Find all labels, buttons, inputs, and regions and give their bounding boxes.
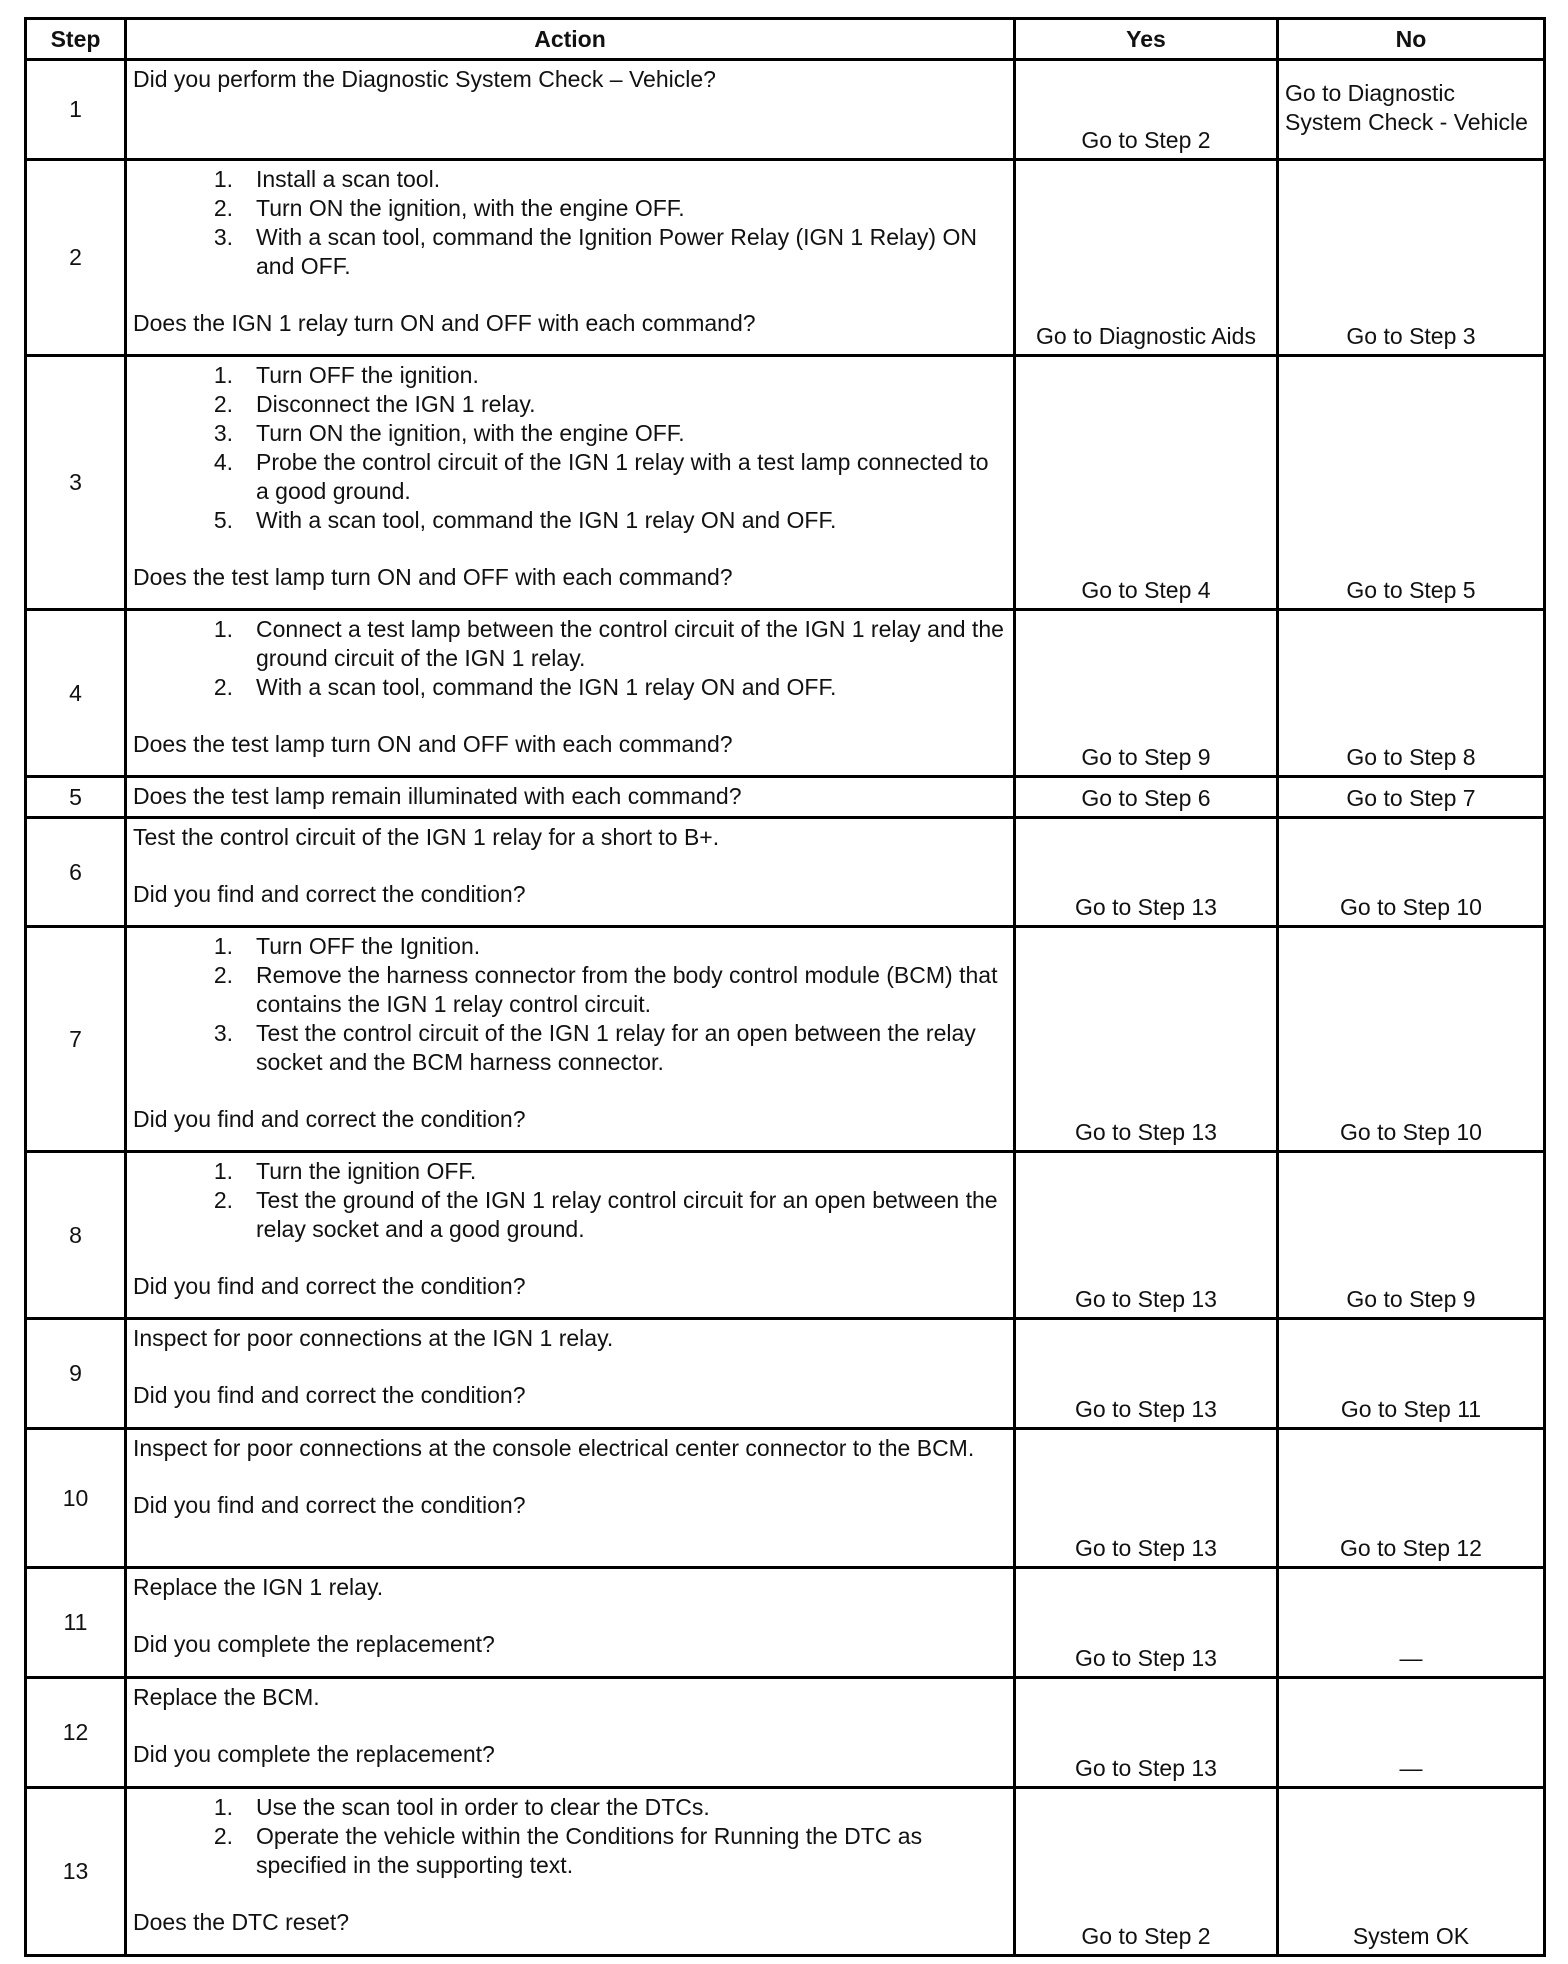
yes-cell: Go to Step 2 <box>1015 60 1278 160</box>
action-question: Does the test lamp turn ON and OFF with each command? <box>133 731 733 757</box>
header-no: No <box>1278 19 1545 60</box>
table-row <box>26 1152 1545 1319</box>
table-row <box>26 1429 1545 1568</box>
table-row <box>26 1319 1545 1429</box>
list-item: 2. Disconnect the IGN 1 relay. <box>213 391 536 417</box>
instruction-list <box>133 165 1007 281</box>
table-row <box>26 610 1545 777</box>
no-cell: Go to Step 3 <box>1278 160 1545 356</box>
action-text: Test the control circuit of the IGN 1 relay for a short to B+. <box>133 824 720 850</box>
yes-cell: Go to Step 13 <box>1015 1568 1278 1678</box>
yes-cell: Go to Diagnostic Aids <box>1015 160 1278 356</box>
action-text: Did you perform the Diagnostic System Check – Vehicle? <box>133 66 716 92</box>
list-item: 1. Use the scan tool in order to clear the DTCs. <box>213 1794 710 1820</box>
no-cell: Go to Diagnostic System Check - Vehicle <box>1278 60 1545 160</box>
step-number: 10 <box>26 1429 126 1568</box>
no-cell: Go to Step 8 <box>1278 610 1545 777</box>
action-question: Does the DTC reset? <box>133 1909 350 1935</box>
action-cell <box>126 1319 1015 1429</box>
instruction-list <box>133 932 1007 1077</box>
action-cell <box>126 60 1015 160</box>
list-item: 2. Remove the harness connector from the body control module (BCM) that contains the IGN 1 relay control circuit. <box>213 962 998 1017</box>
step-number: 5 <box>26 777 126 818</box>
step-number: 13 <box>26 1788 126 1956</box>
yes-cell: Go to Step 2 <box>1015 1788 1278 1956</box>
step-number: 8 <box>26 1152 126 1319</box>
yes-cell: Go to Step 13 <box>1015 818 1278 927</box>
list-item: 2. Turn ON the ignition, with the engine OFF. <box>213 195 685 221</box>
list-item: 1. Install a scan tool. <box>213 166 441 192</box>
list-item: 3. Test the control circuit of the IGN 1 relay for an open between the relay socket and the BCM harness connector. <box>213 1020 976 1075</box>
yes-cell: Go to Step 13 <box>1015 1152 1278 1319</box>
header-step: Step <box>26 19 126 60</box>
action-question: Did you find and correct the condition? <box>133 1492 526 1518</box>
no-cell: Go to Step 10 <box>1278 927 1545 1152</box>
table-row <box>26 1678 1545 1788</box>
action-cell <box>126 927 1015 1152</box>
action-question: Does the test lamp remain illuminated with each command? <box>133 783 742 809</box>
action-cell <box>126 356 1015 610</box>
list-item: 5. With a scan tool, command the IGN 1 relay ON and OFF. <box>213 507 837 533</box>
no-cell: System OK <box>1278 1788 1545 1956</box>
step-number: 12 <box>26 1678 126 1788</box>
table-row <box>26 1788 1545 1956</box>
no-cell: Go to Step 9 <box>1278 1152 1545 1319</box>
header-action: Action <box>126 19 1015 60</box>
step-number: 7 <box>26 927 126 1152</box>
no-cell: Go to Step 10 <box>1278 818 1545 927</box>
action-question: Did you find and correct the condition? <box>133 1382 526 1408</box>
yes-cell: Go to Step 9 <box>1015 610 1278 777</box>
list-item: 2. Test the ground of the IGN 1 relay control circuit for an open between the relay socket and a good ground. <box>213 1187 998 1242</box>
action-cell <box>126 1152 1015 1319</box>
step-number: 1 <box>26 60 126 160</box>
table-row <box>26 777 1545 818</box>
step-number: 4 <box>26 610 126 777</box>
diagnostic-table <box>24 17 1546 1957</box>
list-item: 1. Turn the ignition OFF. <box>213 1158 477 1184</box>
table-row <box>26 356 1545 610</box>
action-cell <box>126 777 1015 818</box>
instruction-list <box>133 615 1007 702</box>
instruction-list <box>133 1793 1007 1880</box>
yes-cell: Go to Step 6 <box>1015 777 1278 818</box>
action-question: Does the test lamp turn ON and OFF with each command? <box>133 564 733 590</box>
action-cell <box>126 1429 1015 1568</box>
no-cell: — <box>1278 1568 1545 1678</box>
action-text: Inspect for poor connections at the console electrical center connector to the BCM. <box>133 1435 975 1461</box>
action-question: Did you find and correct the condition? <box>133 1273 526 1299</box>
action-question: Did you complete the replacement? <box>133 1631 495 1657</box>
table-row <box>26 60 1545 160</box>
table-row <box>26 818 1545 927</box>
header-yes: Yes <box>1015 19 1278 60</box>
list-item: 3. Turn ON the ignition, with the engine OFF. <box>213 420 685 446</box>
diagnostic-table-container <box>24 17 1543 1957</box>
action-question: Did you find and correct the condition? <box>133 881 526 907</box>
action-question: Did you find and correct the condition? <box>133 1106 526 1132</box>
list-item: 2. Operate the vehicle within the Conditions for Running the DTC as specified in the supporting text. <box>213 1823 923 1878</box>
action-cell <box>126 610 1015 777</box>
header-row <box>26 19 1545 60</box>
action-cell <box>126 160 1015 356</box>
yes-cell: Go to Step 13 <box>1015 927 1278 1152</box>
no-cell: Go to Step 5 <box>1278 356 1545 610</box>
table-row <box>26 927 1545 1152</box>
list-item: 4. Probe the control circuit of the IGN 1 relay with a test lamp connected to a good ground. <box>213 449 989 504</box>
instruction-list <box>133 361 1007 535</box>
no-cell: Go to Step 12 <box>1278 1429 1545 1568</box>
yes-cell: Go to Step 13 <box>1015 1429 1278 1568</box>
action-cell <box>126 1678 1015 1788</box>
table-row <box>26 160 1545 356</box>
list-item: 1. Connect a test lamp between the control circuit of the IGN 1 relay and the ground circuit of the IGN 1 relay. <box>213 616 1004 671</box>
action-cell <box>126 1788 1015 1956</box>
instruction-list <box>133 1157 1007 1244</box>
step-number: 11 <box>26 1568 126 1678</box>
step-number: 6 <box>26 818 126 927</box>
action-cell <box>126 818 1015 927</box>
step-number: 2 <box>26 160 126 356</box>
action-question: Does the IGN 1 relay turn ON and OFF with each command? <box>133 310 756 336</box>
action-text: Replace the BCM. <box>133 1684 320 1710</box>
no-cell: Go to Step 11 <box>1278 1319 1545 1429</box>
no-cell: Go to Step 7 <box>1278 777 1545 818</box>
yes-cell: Go to Step 13 <box>1015 1678 1278 1788</box>
action-text: Inspect for poor connections at the IGN 1 relay. <box>133 1325 614 1351</box>
list-item: 1. Turn OFF the Ignition. <box>213 933 481 959</box>
yes-cell: Go to Step 13 <box>1015 1319 1278 1429</box>
action-text: Replace the IGN 1 relay. <box>133 1574 384 1600</box>
table-row <box>26 1568 1545 1678</box>
action-cell <box>126 1568 1015 1678</box>
list-item: 2. With a scan tool, command the IGN 1 relay ON and OFF. <box>213 674 837 700</box>
no-cell: — <box>1278 1678 1545 1788</box>
yes-cell: Go to Step 4 <box>1015 356 1278 610</box>
step-number: 9 <box>26 1319 126 1429</box>
step-number: 3 <box>26 356 126 610</box>
list-item: 1. Turn OFF the ignition. <box>213 362 479 388</box>
action-question: Did you complete the replacement? <box>133 1741 495 1767</box>
list-item: 3. With a scan tool, command the Ignition Power Relay (IGN 1 Relay) ON and OFF. <box>213 224 977 279</box>
